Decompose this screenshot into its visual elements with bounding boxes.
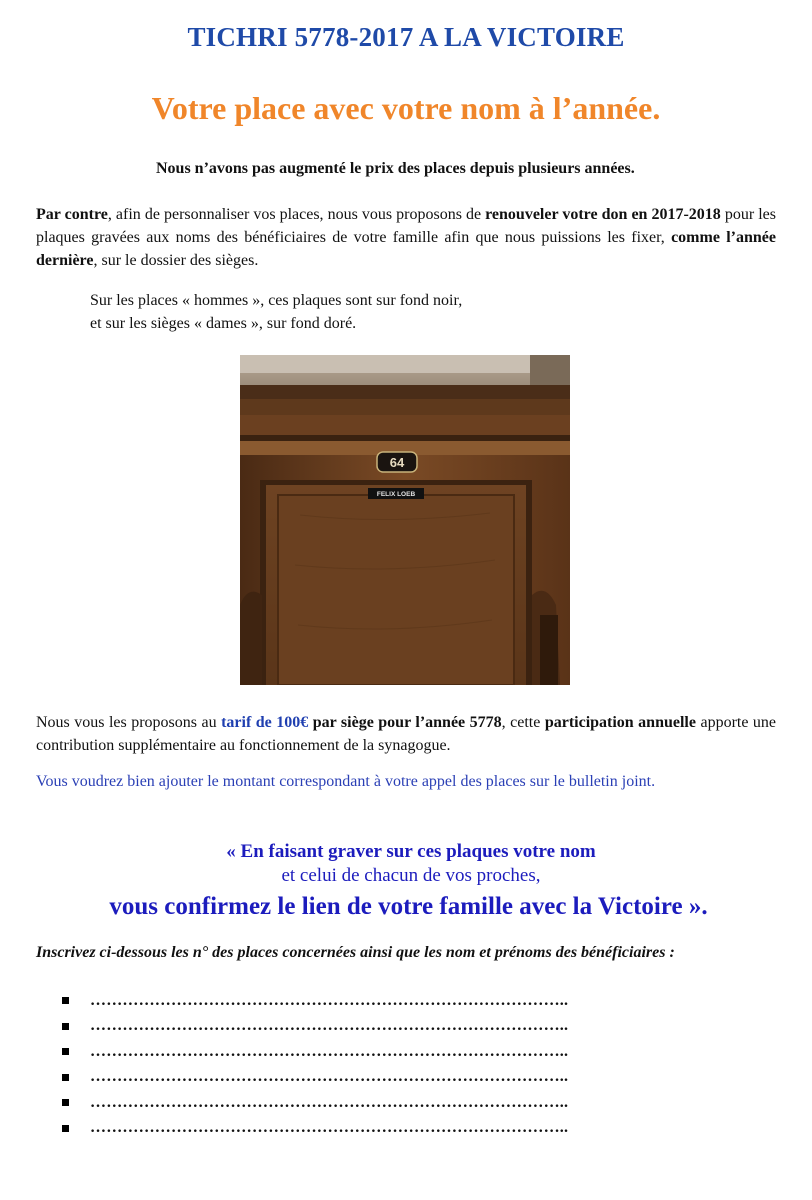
seat-number-label: 64 [389,455,405,470]
seat-photo [240,355,570,685]
dotted-line: …………………………………………………………………………….. [90,1093,569,1111]
para1-bold-3: comme l’année dernière [36,229,776,269]
dotted-line: …………………………………………………………………………….. [90,1068,569,1086]
quote-block [0,840,812,926]
bullet-icon [62,1099,69,1106]
para2-text-2: , cette [501,714,545,731]
fill-line[interactable] [62,1014,782,1040]
fill-line[interactable] [62,1090,782,1116]
bullet-icon [62,1023,69,1030]
para1-text-2: pour les plaques gravées aux noms des bénéficiaires de votre famille afin que nous puissions les fixer, [36,206,776,246]
plaques-line-women: et sur les sièges « dames », sur fond doré. [90,315,357,332]
para2-bold-1: par siège pour l’année 5778 [308,714,502,731]
para2-text-1: Nous vous les proposons au [36,714,222,731]
dotted-line: …………………………………………………………………………….. [90,1119,569,1137]
intro-lead: Nous n’avons pas augmenté le prix des places depuis plusieurs années. [156,160,635,177]
page-subtitle: Votre place avec votre nom à l’année. [151,90,661,126]
para1-text-3: , sur le dossier des sièges. [93,252,259,269]
paragraph-price [36,711,776,757]
quote-line-3: vous confirmez le lien de votre famille avec la Victoire ». [109,893,708,920]
para1-bold-2: renouveler votre don en 2017-2018 [485,206,721,223]
dotted-line: …………………………………………………………………………….. [90,1017,569,1035]
bullet-icon [62,1048,69,1055]
beneficiary-lines [62,988,782,1141]
seat-photo-illustration [240,355,570,685]
bullet-icon [62,997,69,1004]
para1-text-1: , afin de personnaliser vos places, nous vous proposons de [107,206,486,223]
paragraph-bulletin: Vous voudrez bien ajouter le montant correspondant à votre appel des places sur le bulletin joint. [36,773,656,790]
page-title: TICHRI 5778-2017 A LA VICTOIRE [187,22,625,52]
plaques-line-men: Sur les places « hommes », ces plaques sont sur fond noir, [90,292,463,309]
quote-line-1: « En faisant graver sur ces plaques votre nom [226,841,596,862]
price-highlight: tarif de 100€ [221,714,309,731]
name-plaque-label: FELIX LOEB [376,491,416,498]
fill-line[interactable] [62,1065,782,1091]
para2-bold-2: participation annuelle [544,714,696,731]
paragraph-personalize [36,203,776,272]
bullet-icon [62,1125,69,1132]
quote-line-2: et celui de chacun de vos proches, [281,865,541,886]
fill-line[interactable] [62,988,782,1014]
dotted-line: …………………………………………………………………………….. [90,991,569,1009]
form-instruction: Inscrivez ci-dessous les n° des places concernées ainsi que les nom et prénoms des bénéficiaires : [36,944,675,961]
fill-line[interactable] [62,1116,782,1142]
fill-line[interactable] [62,1039,782,1065]
para1-bold-1: Par contre [36,206,108,223]
bullet-icon [62,1074,69,1081]
dotted-line: …………………………………………………………………………….. [90,1042,569,1060]
plaques-description [90,289,690,335]
para2-text-3: apporte une contribution supplémentaire au fonctionnement de la synagogue. [36,714,777,754]
